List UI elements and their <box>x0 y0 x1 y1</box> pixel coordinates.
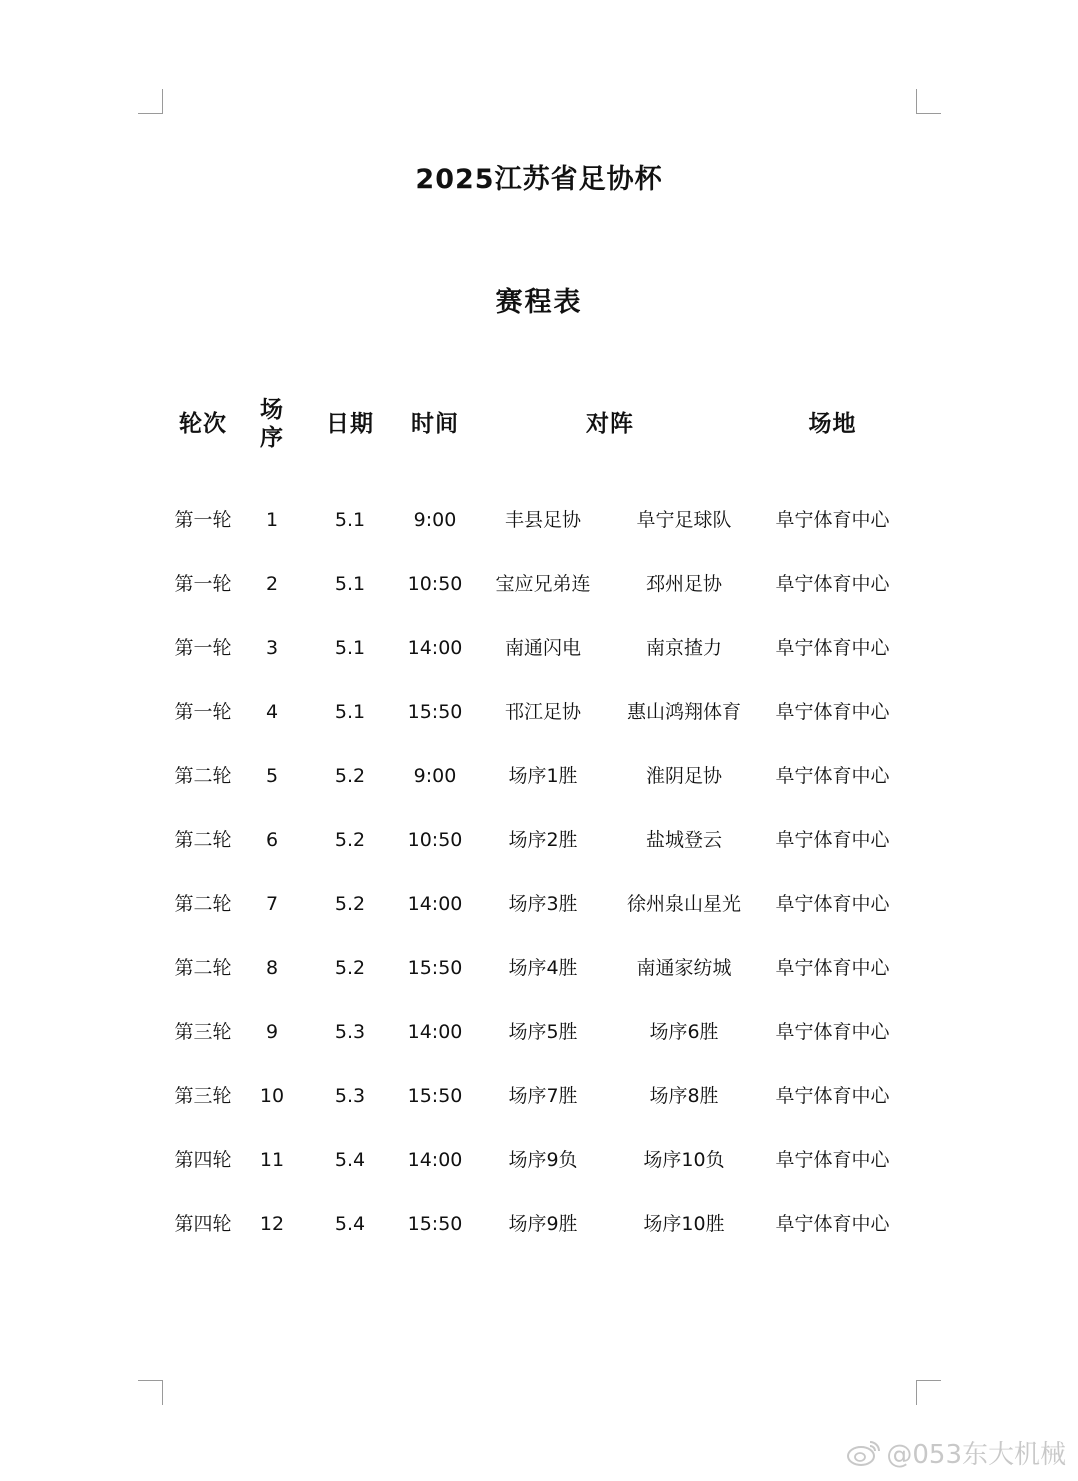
cell-venue: 阜宁体育中心 <box>775 509 890 531</box>
weibo-icon <box>846 1439 882 1467</box>
cell-venue: 阜宁体育中心 <box>775 573 890 595</box>
cell-away-team: 邳州足协 <box>645 573 722 595</box>
header-seq-bottom: 序 <box>260 425 284 451</box>
header-seq <box>247 396 297 452</box>
cell-time: 10:50 <box>407 573 463 595</box>
cell-away-team: 惠山鸿翔体育 <box>626 701 741 723</box>
cell-date: 5.4 <box>334 1213 366 1235</box>
document-title: 2025江苏省足协杯 <box>415 164 663 195</box>
cell-date: 5.2 <box>334 829 366 851</box>
cell-home-team: 场序9胜 <box>508 1213 578 1235</box>
watermark-text: @053东大机械 <box>886 1440 1066 1470</box>
cell-away-team: 盐城登云 <box>645 829 722 851</box>
cell-seq: 7 <box>265 893 279 915</box>
cell-home-team: 场序3胜 <box>508 893 578 915</box>
cell-away-team: 场序6胜 <box>649 1021 719 1043</box>
cell-round: 第二轮 <box>174 829 232 851</box>
cell-home-team: 场序9负 <box>508 1149 578 1171</box>
cell-date: 5.2 <box>334 893 366 915</box>
cell-time: 9:00 <box>413 765 457 787</box>
header-seq-top: 场 <box>260 397 284 423</box>
cell-round: 第一轮 <box>174 509 232 531</box>
cell-home-team: 宝应兄弟连 <box>495 573 591 595</box>
header-round: 轮次 <box>179 411 227 437</box>
cell-seq: 8 <box>265 957 279 979</box>
cell-home-team: 场序2胜 <box>508 829 578 851</box>
cell-time: 14:00 <box>407 893 463 915</box>
cell-away-team: 场序8胜 <box>649 1085 719 1107</box>
cell-time: 15:50 <box>407 1085 463 1107</box>
cell-round: 第二轮 <box>174 765 232 787</box>
cell-venue: 阜宁体育中心 <box>775 1149 890 1171</box>
cell-time: 15:50 <box>407 701 463 723</box>
cell-venue: 阜宁体育中心 <box>775 701 890 723</box>
cell-home-team: 场序4胜 <box>508 957 578 979</box>
cell-date: 5.2 <box>334 957 366 979</box>
cell-round: 第三轮 <box>174 1085 232 1107</box>
page-corner-bottom-right <box>916 1380 941 1405</box>
cell-away-team: 场序10胜 <box>643 1213 725 1235</box>
cell-venue: 阜宁体育中心 <box>775 1213 890 1235</box>
header-date: 日期 <box>326 411 374 437</box>
cell-seq: 2 <box>265 573 279 595</box>
cell-date: 5.4 <box>334 1149 366 1171</box>
cell-venue: 阜宁体育中心 <box>775 765 890 787</box>
cell-venue: 阜宁体育中心 <box>775 1021 890 1043</box>
cell-round: 第一轮 <box>174 701 232 723</box>
cell-round: 第二轮 <box>174 893 232 915</box>
watermark <box>846 1434 1066 1471</box>
cell-date: 5.1 <box>334 637 366 659</box>
cell-time: 9:00 <box>413 509 457 531</box>
cell-seq: 4 <box>265 701 279 723</box>
header-match: 对阵 <box>586 411 634 437</box>
cell-date: 5.2 <box>334 765 366 787</box>
cell-seq: 9 <box>265 1021 279 1043</box>
cell-time: 10:50 <box>407 829 463 851</box>
cell-date: 5.3 <box>334 1085 366 1107</box>
page-corner-bottom-left <box>138 1380 163 1405</box>
cell-venue: 阜宁体育中心 <box>775 637 890 659</box>
cell-round: 第三轮 <box>174 1021 232 1043</box>
cell-time: 15:50 <box>407 1213 463 1235</box>
header-time: 时间 <box>411 411 459 437</box>
cell-home-team: 场序1胜 <box>508 765 578 787</box>
cell-seq: 12 <box>259 1213 285 1235</box>
cell-date: 5.1 <box>334 701 366 723</box>
cell-time: 15:50 <box>407 957 463 979</box>
cell-home-team: 场序5胜 <box>508 1021 578 1043</box>
cell-round: 第一轮 <box>174 637 232 659</box>
cell-away-team: 南通家纺城 <box>636 957 732 979</box>
cell-home-team: 邗江足协 <box>504 701 581 723</box>
cell-away-team: 徐州泉山星光 <box>626 893 741 915</box>
cell-seq: 10 <box>259 1085 285 1107</box>
cell-round: 第一轮 <box>174 573 232 595</box>
cell-date: 5.3 <box>334 1021 366 1043</box>
cell-seq: 1 <box>265 509 279 531</box>
cell-time: 14:00 <box>407 1149 463 1171</box>
cell-time: 14:00 <box>407 1021 463 1043</box>
cell-venue: 阜宁体育中心 <box>775 957 890 979</box>
cell-seq: 11 <box>259 1149 285 1171</box>
cell-time: 14:00 <box>407 637 463 659</box>
document-subtitle: 赛程表 <box>495 287 583 318</box>
cell-seq: 5 <box>265 765 279 787</box>
page-corner-top-right <box>916 89 941 114</box>
cell-away-team: 南京揸力 <box>645 637 722 659</box>
cell-date: 5.1 <box>334 573 366 595</box>
cell-round: 第二轮 <box>174 957 232 979</box>
cell-home-team: 南通闪电 <box>504 637 581 659</box>
header-venue: 场地 <box>808 411 857 437</box>
cell-away-team: 淮阴足协 <box>645 765 722 787</box>
cell-venue: 阜宁体育中心 <box>775 1085 890 1107</box>
cell-date: 5.1 <box>334 509 366 531</box>
cell-away-team: 阜宁足球队 <box>636 509 732 531</box>
cell-home-team: 丰县足协 <box>504 509 581 531</box>
page-corner-top-left <box>138 89 163 114</box>
cell-venue: 阜宁体育中心 <box>775 893 890 915</box>
cell-round: 第四轮 <box>174 1213 232 1235</box>
cell-venue: 阜宁体育中心 <box>775 829 890 851</box>
cell-seq: 6 <box>265 829 279 851</box>
cell-away-team: 场序10负 <box>643 1149 725 1171</box>
cell-seq: 3 <box>265 637 279 659</box>
cell-round: 第四轮 <box>174 1149 232 1171</box>
cell-home-team: 场序7胜 <box>508 1085 578 1107</box>
